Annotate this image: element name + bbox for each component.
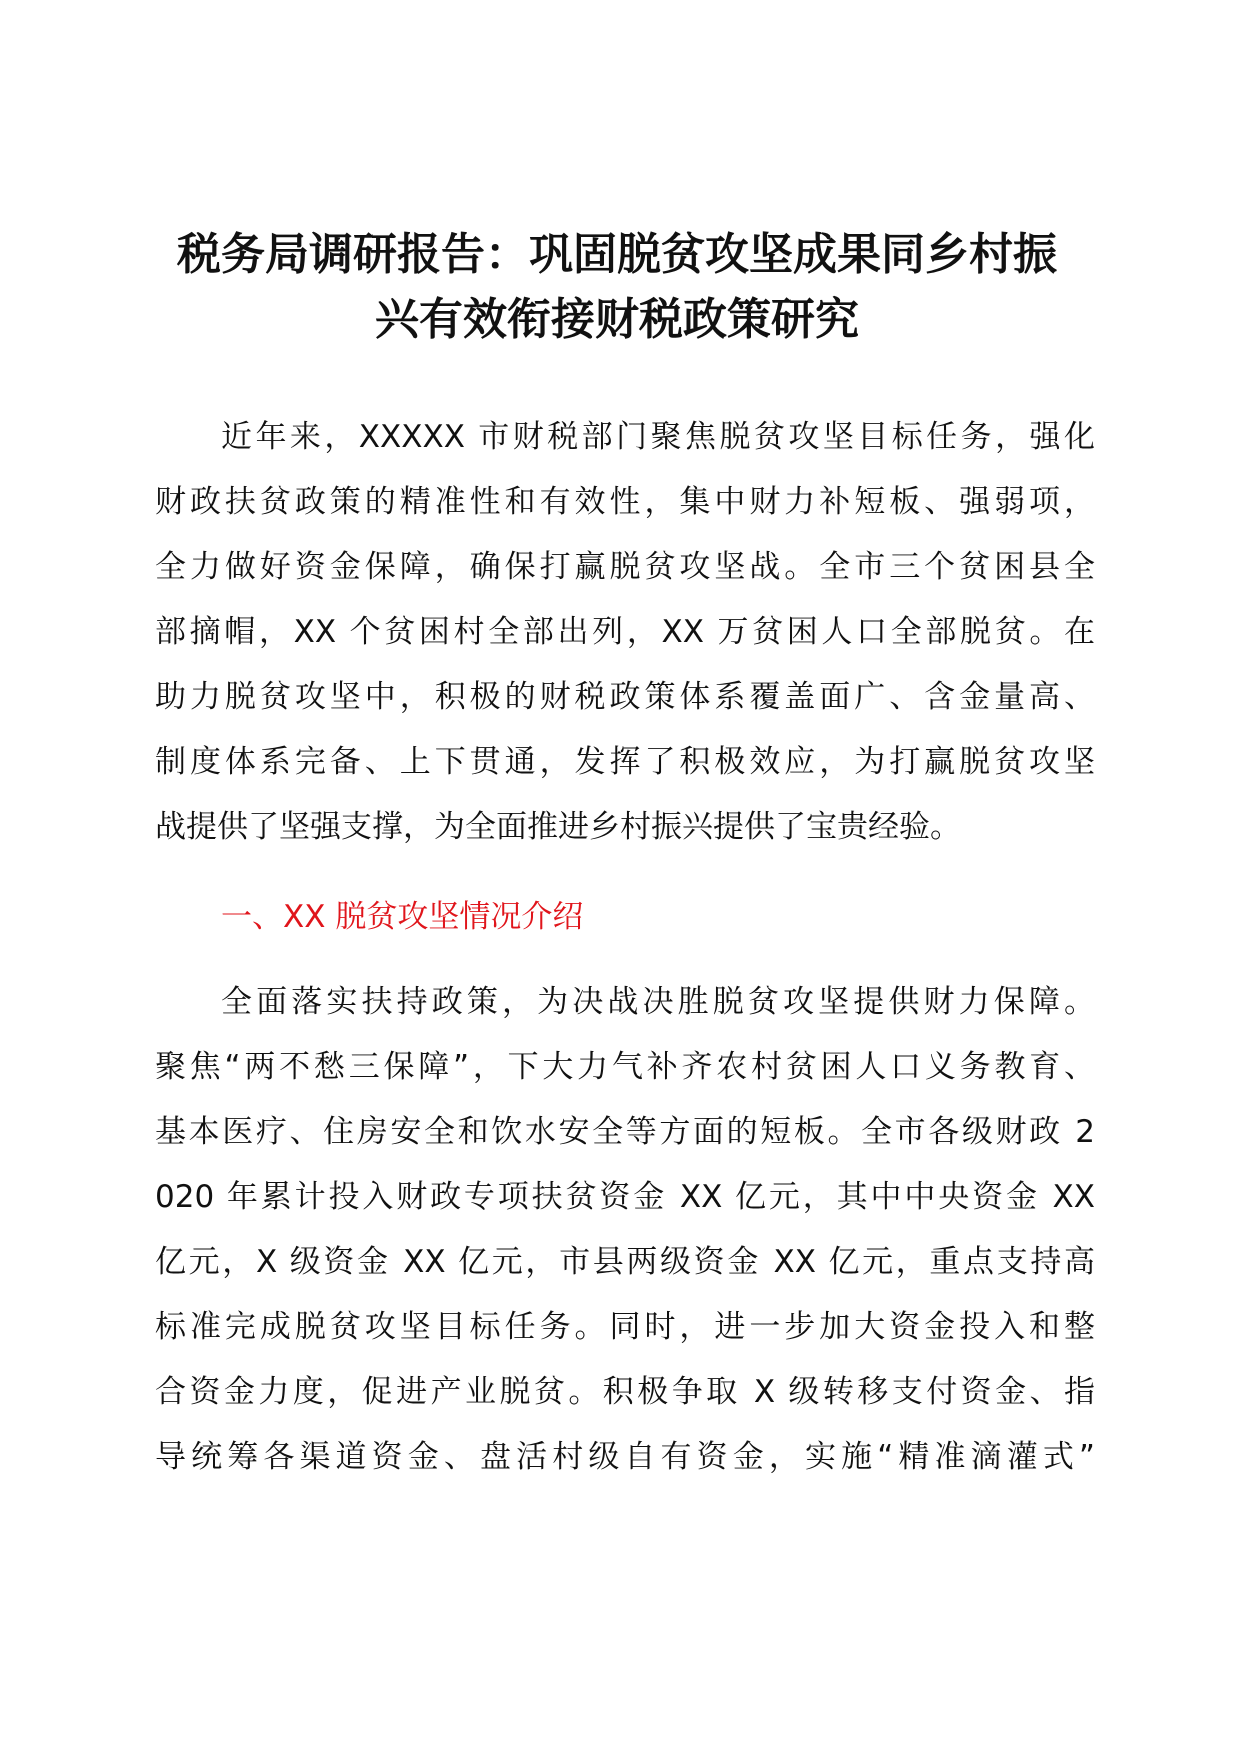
section1-paragraph <box>155 970 1095 1490</box>
title-line: 税务局调研报告：巩固脱贫攻坚成果同乡村振 <box>177 229 1057 280</box>
paragraph-line: 基本医疗、住房安全和饮水安全等方面的短板。全市各级财政 2 <box>155 1114 1095 1150</box>
intro-paragraph <box>155 405 1095 860</box>
title-line: 兴有效衔接财税政策研究 <box>375 294 859 345</box>
paragraph-line: 导统筹各渠道资金、盘活村级自有资金，实施“精准滴灌式” <box>155 1439 1095 1475</box>
paragraph-line: 全面落实扶持政策，为决战决胜脱贫攻坚提供财力保障。 <box>221 984 1095 1020</box>
paragraph-line: 聚焦“两不愁三保障”，下大力气补齐农村贫困人口义务教育、 <box>155 1049 1095 1085</box>
paragraph-line: 财政扶贫政策的精准性和有效性，集中财力补短板、强弱项， <box>155 484 1095 520</box>
paragraph-line: 部摘帽，XX 个贫困村全部出列，XX 万贫困人口全部脱贫。在 <box>155 614 1095 650</box>
paragraph-line: 全力做好资金保障，确保打赢脱贫攻坚战。全市三个贫困县全 <box>155 549 1095 585</box>
paragraph-line: 助力脱贫攻坚中，积极的财税政策体系覆盖面广、含金量高、 <box>155 679 1095 715</box>
paragraph-line: 近年来，XXXXX 市财税部门聚焦脱贫攻坚目标任务，强化 <box>221 419 1095 455</box>
paragraph-line: 合资金力度，促进产业脱贫。积极争取 X 级转移支付资金、指 <box>155 1374 1095 1410</box>
paragraph-line: 亿元，X 级资金 XX 亿元，市县两级资金 XX 亿元，重点支持高 <box>155 1244 1095 1280</box>
paragraph-line: 020 年累计投入财政专项扶贫资金 XX 亿元，其中中央资金 XX <box>155 1179 1095 1215</box>
document-title <box>140 222 1094 352</box>
paragraph-line: 标准完成脱贫攻坚目标任务。同时，进一步加大资金投入和整 <box>155 1309 1095 1345</box>
section-heading: 一、XX 脱贫攻坚情况介绍 <box>221 899 584 935</box>
paragraph-line: 战提供了坚强支撑，为全面推进乡村振兴提供了宝贵经验。 <box>155 809 961 845</box>
paragraph-line: 制度体系完备、上下贯通，发挥了积极效应，为打赢脱贫攻坚 <box>155 744 1095 780</box>
